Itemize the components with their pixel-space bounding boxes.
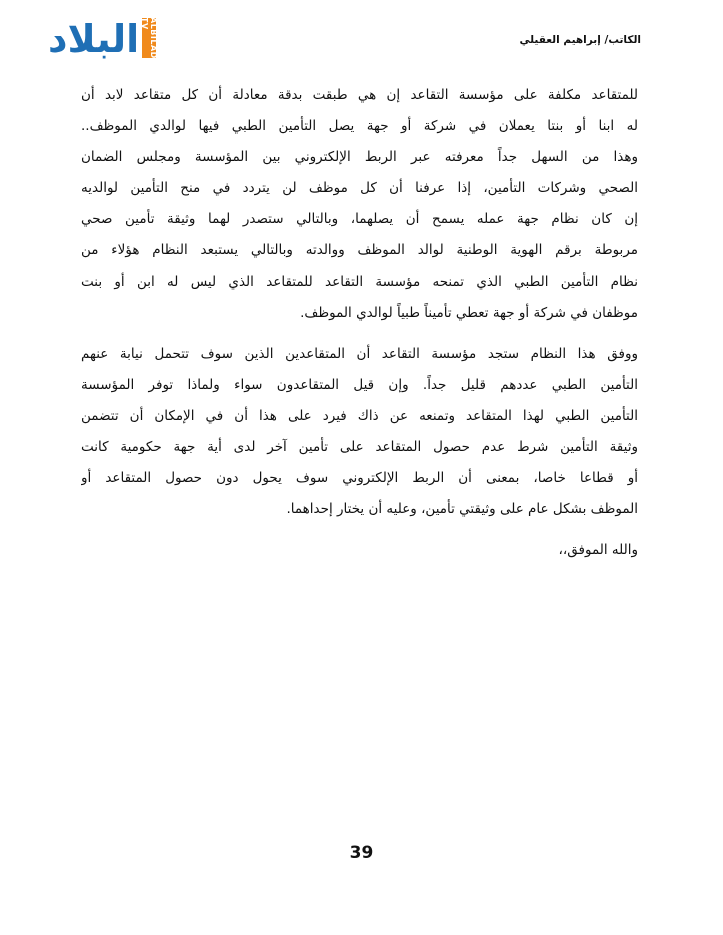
text-line: ووفق هذا النظام ستجد مؤسسة التقاعد أن المتقاعدين الذين سوف تتحمل نيابة عنهم: [81, 345, 638, 362]
closing-line: والله الموفق،،: [558, 542, 638, 559]
paragraph-1: [81, 80, 638, 329]
text-line: إن كان نظام جهة عمله يسمح أن يصلهما، وبالتالي ستصدر لهما وثيقة تأمين صحي: [81, 211, 638, 228]
text-line: وثيقة التأمين شرط عدم حصول المتقاعد على تأمين آخر لدى أية جهة حكومية كانت: [81, 439, 638, 456]
text-line: الموظف بشكل عام على وثيقتي تأمين، وعليه أن يختار إحداهما.: [286, 501, 638, 518]
text-line: للمتقاعد مكلفة على مؤسسة التقاعد إن هي طبقت بدقة معادلة أن كل متقاعد لابد أن: [81, 87, 638, 103]
logo-tv-badge: ALBILAD TV: [140, 17, 159, 59]
albilad-logo: [48, 17, 159, 64]
text-line: مربوطة برقم الهوية الوطنية لوالد الموظف ووالدته وبالتالي يستبعد النظام هؤلاء من: [81, 242, 638, 259]
text-line: التأمين الطبي عددهم قليل جداً. وإن قيل المتقاعدون سواء ولماذا توفر المؤسسة: [81, 376, 638, 393]
text-line: الصحي وشركات التأمين، إذا عرفنا أن كل موظف لن يتردد في منح التأمين لوالديه: [81, 180, 638, 197]
author-byline: الكاتب/ إبراهيم العقيلي: [519, 34, 641, 46]
page-number: 39: [349, 843, 374, 863]
paragraph-2: [81, 339, 638, 526]
text-line: أو قطاعا خاصا، بمعنى أن الربط الإلكتروني سوف يحول دون حصول المتقاعد أو: [81, 470, 638, 487]
logo-wordmark: البلاد: [48, 17, 140, 61]
text-line: التأمين الطبي لهذا المتقاعد وتمنعه عن ذاك فيرد على هذا أن في الإمكان أن تتضمن: [81, 407, 638, 424]
article-body: [81, 80, 638, 566]
text-line: موظفان في شركة أو جهة تعطي تأميناً طبياً لوالدي الموظف.: [300, 304, 638, 321]
text-line: نظام التأمين الطبي الذي تمنحه مؤسسة التقاعد للمتقاعد الذي ليس له ابن أو بنت: [81, 273, 638, 290]
text-line: له ابنا أو بنتا يعملان في شركة أو جهة يصل التأمين الطبي فيها لوالدي الموظف..: [81, 118, 638, 135]
text-line: وهذا من السهل جداً معرفته عبر الربط الإلكتروني بين المؤسسة ومجلس الضمان: [81, 149, 638, 166]
page-header: [48, 18, 641, 68]
